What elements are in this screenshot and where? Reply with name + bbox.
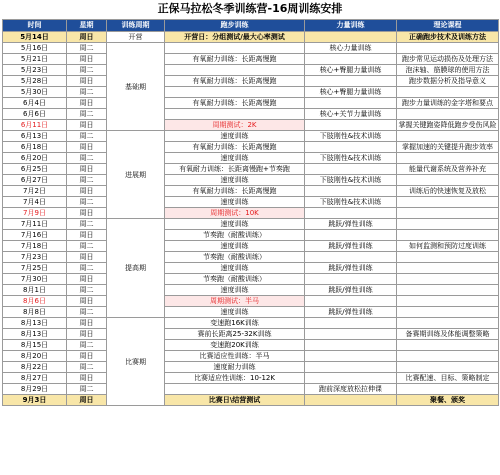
- theory-cell: 能量代谢系统及营养补充: [397, 164, 499, 175]
- weekday-cell: 周二: [67, 87, 107, 98]
- running-cell: 速度训练: [165, 241, 305, 252]
- date-cell: 7月4日: [3, 197, 67, 208]
- theory-cell: [397, 340, 499, 351]
- weekday-cell: 周日: [67, 186, 107, 197]
- theory-cell: [397, 230, 499, 241]
- weekday-cell: 周二: [67, 131, 107, 142]
- theory-cell: [397, 318, 499, 329]
- date-cell: 6月13日: [3, 131, 67, 142]
- theory-cell: 跑步常见运动损伤及处理方法: [397, 54, 499, 65]
- header-weekday: 星期: [67, 20, 107, 32]
- header-theory: 理论课程: [397, 20, 499, 32]
- date-cell: 7月30日: [3, 274, 67, 285]
- theory-cell: [397, 252, 499, 263]
- running-cell: 速度耐力训练: [165, 362, 305, 373]
- running-cell: 有氧耐力训练：长距离慢跑: [165, 186, 305, 197]
- date-cell: 8月13日: [3, 318, 67, 329]
- table-row: [3, 318, 499, 329]
- strength-cell: 核心+关节力量训练: [305, 109, 397, 120]
- strength-cell: 跑前深度放松拉伸课: [305, 384, 397, 395]
- table-row: [3, 186, 499, 197]
- strength-cell: [305, 54, 397, 65]
- theory-cell: 聚餐、颁奖: [397, 395, 499, 406]
- strength-cell: 核心+臀腿力量训练: [305, 65, 397, 76]
- date-cell: 7月11日: [3, 219, 67, 230]
- date-cell: 8月20日: [3, 351, 67, 362]
- theory-cell: 跑步力量训练的金字塔和要点: [397, 98, 499, 109]
- weekday-cell: 周二: [67, 175, 107, 186]
- date-cell: 7月16日: [3, 230, 67, 241]
- weekday-cell: 周日: [67, 142, 107, 153]
- running-cell: [165, 65, 305, 76]
- table-row: [3, 384, 499, 395]
- weekday-cell: 周二: [67, 263, 107, 274]
- running-cell: 赛前长距离25-32K训练: [165, 329, 305, 340]
- theory-cell: 掌握加速的关键提升跑步效率: [397, 142, 499, 153]
- weekday-cell: 周二: [67, 307, 107, 318]
- date-cell: 8月8日: [3, 307, 67, 318]
- strength-cell: [305, 395, 397, 406]
- weekday-cell: 周日: [67, 98, 107, 109]
- running-cell: [165, 109, 305, 120]
- theory-cell: 训练后的快速恢复及放松: [397, 186, 499, 197]
- theory-cell: [397, 285, 499, 296]
- weekday-cell: 周二: [67, 43, 107, 54]
- theory-cell: [397, 197, 499, 208]
- theory-cell: [397, 153, 499, 164]
- date-cell: 5月23日: [3, 65, 67, 76]
- weekday-cell: 周日: [67, 351, 107, 362]
- header-row: [3, 20, 499, 32]
- weekday-cell: 周日: [67, 76, 107, 87]
- date-cell: 6月18日: [3, 142, 67, 153]
- weekday-cell: 周日: [67, 373, 107, 384]
- strength-cell: [305, 98, 397, 109]
- theory-cell: [397, 131, 499, 142]
- running-cell: 开营日：分组测试/最大心率测试: [165, 32, 305, 43]
- table-row: [3, 351, 499, 362]
- running-cell: 速度训练: [165, 131, 305, 142]
- running-cell: 变速跑16K训练: [165, 318, 305, 329]
- strength-cell: 跳跃/弹性训练: [305, 263, 397, 274]
- strength-cell: 下肢刚性&技术训练: [305, 197, 397, 208]
- weekday-cell: 周日: [67, 329, 107, 340]
- table-row: [3, 131, 499, 142]
- running-cell: 速度训练: [165, 307, 305, 318]
- weekday-cell: 周二: [67, 219, 107, 230]
- table-row: [3, 230, 499, 241]
- date-cell: 6月20日: [3, 153, 67, 164]
- theory-cell: [397, 307, 499, 318]
- theory-cell: 跑步数据分析及指导意义: [397, 76, 499, 87]
- strength-cell: [305, 186, 397, 197]
- strength-cell: 跳跃/弹性训练: [305, 219, 397, 230]
- table-row: [3, 274, 499, 285]
- date-cell: 6月6日: [3, 109, 67, 120]
- running-cell: 速度训练: [165, 219, 305, 230]
- running-cell: 有氧耐力训练：长距离慢跑: [165, 76, 305, 87]
- date-cell: 7月25日: [3, 263, 67, 274]
- weekday-cell: 周日: [67, 274, 107, 285]
- weekday-cell: 周日: [67, 54, 107, 65]
- table-row: [3, 54, 499, 65]
- table-row: [3, 32, 499, 43]
- sheet-title: 正保马拉松冬季训练营-16周训练安排: [157, 2, 343, 15]
- running-cell: 节奏跑（耐酸训练）: [165, 230, 305, 241]
- running-cell: 速度训练: [165, 263, 305, 274]
- weekday-cell: 周二: [67, 241, 107, 252]
- weekday-cell: 周二: [67, 197, 107, 208]
- table-row: [3, 65, 499, 76]
- date-cell: 5月21日: [3, 54, 67, 65]
- strength-cell: 核心+臀腿力量训练: [305, 87, 397, 98]
- strength-cell: [305, 76, 397, 87]
- table-row: [3, 307, 499, 318]
- theory-cell: [397, 219, 499, 230]
- strength-cell: [305, 318, 397, 329]
- header-date: 时间: [3, 20, 67, 32]
- table-row: [3, 285, 499, 296]
- date-cell: 5月30日: [3, 87, 67, 98]
- table-row: [3, 98, 499, 109]
- theory-cell: [397, 43, 499, 54]
- schedule-table: [2, 19, 499, 406]
- strength-cell: [305, 164, 397, 175]
- strength-cell: [305, 351, 397, 362]
- training-schedule-sheet: [2, 0, 498, 406]
- strength-cell: [305, 296, 397, 307]
- strength-cell: [305, 208, 397, 219]
- header-running: 跑步训练: [165, 20, 305, 32]
- running-cell: 速度训练: [165, 197, 305, 208]
- date-cell: 8月22日: [3, 362, 67, 373]
- theory-cell: [397, 296, 499, 307]
- running-cell: 比赛适应性训练：10-12K: [165, 373, 305, 384]
- phase-cell: 基础期: [107, 43, 165, 131]
- weekday-cell: 周二: [67, 153, 107, 164]
- weekday-cell: 周日: [67, 252, 107, 263]
- table-row: [3, 76, 499, 87]
- strength-cell: [305, 252, 397, 263]
- strength-cell: [305, 340, 397, 351]
- phase-cell: 提高期: [107, 219, 165, 318]
- running-cell: 比赛日\结营测试: [165, 395, 305, 406]
- table-row: [3, 43, 499, 54]
- date-cell: 8月27日: [3, 373, 67, 384]
- weekday-cell: 周日: [67, 230, 107, 241]
- table-row: [3, 175, 499, 186]
- running-cell: 节奏跑（耐酸训练）: [165, 274, 305, 285]
- table-row: [3, 142, 499, 153]
- date-cell: 7月18日: [3, 241, 67, 252]
- table-row: [3, 164, 499, 175]
- table-row: [3, 219, 499, 230]
- strength-cell: 核心力量训练: [305, 43, 397, 54]
- weekday-cell: 周日: [67, 395, 107, 406]
- theory-cell: [397, 274, 499, 285]
- strength-cell: [305, 142, 397, 153]
- theory-cell: [397, 87, 499, 98]
- date-cell: 5月14日: [3, 32, 67, 43]
- date-cell: 8月6日: [3, 296, 67, 307]
- table-row: [3, 395, 499, 406]
- strength-cell: 跳跃/弹性训练: [305, 285, 397, 296]
- theory-cell: [397, 362, 499, 373]
- running-cell: 比赛适应性训练：半马: [165, 351, 305, 362]
- table-row: [3, 296, 499, 307]
- running-cell: 有氧耐力训练：长距离慢跑+节奏跑: [165, 164, 305, 175]
- date-cell: 8月15日: [3, 340, 67, 351]
- theory-cell: [397, 208, 499, 219]
- theory-cell: [397, 384, 499, 395]
- phase-cell: 进展期: [107, 131, 165, 219]
- date-cell: 7月2日: [3, 186, 67, 197]
- table-row: [3, 340, 499, 351]
- table-row: [3, 109, 499, 120]
- date-cell: 9月3日: [3, 395, 67, 406]
- theory-cell: 正确跑步技术及训练方法: [397, 32, 499, 43]
- strength-cell: 下肢刚性&技术训练: [305, 175, 397, 186]
- date-cell: 8月29日: [3, 384, 67, 395]
- date-cell: 6月4日: [3, 98, 67, 109]
- strength-cell: [305, 329, 397, 340]
- date-cell: 6月27日: [3, 175, 67, 186]
- weekday-cell: 周日: [67, 208, 107, 219]
- table-row: [3, 329, 499, 340]
- theory-cell: [397, 351, 499, 362]
- date-cell: 6月25日: [3, 164, 67, 175]
- table-row: [3, 263, 499, 274]
- table-row: [3, 87, 499, 98]
- table-row: [3, 241, 499, 252]
- header-phase: 训练周期: [107, 20, 165, 32]
- strength-cell: 下肢刚性&技术训练: [305, 153, 397, 164]
- running-cell: 周期测试：10K: [165, 208, 305, 219]
- strength-cell: [305, 32, 397, 43]
- strength-cell: [305, 373, 397, 384]
- strength-cell: 跳跃/弹性训练: [305, 307, 397, 318]
- date-cell: 8月1日: [3, 285, 67, 296]
- phase-cell: 比赛期: [107, 318, 165, 406]
- running-cell: [165, 384, 305, 395]
- weekday-cell: 周日: [67, 164, 107, 175]
- table-row: [3, 362, 499, 373]
- date-cell: 7月9日: [3, 208, 67, 219]
- running-cell: 变速跑20K训练: [165, 340, 305, 351]
- date-cell: 5月16日: [3, 43, 67, 54]
- weekday-cell: 周日: [67, 318, 107, 329]
- running-cell: [165, 87, 305, 98]
- theory-cell: [397, 175, 499, 186]
- running-cell: 速度训练: [165, 175, 305, 186]
- running-cell: 有氧耐力训练：长距离慢跑: [165, 54, 305, 65]
- theory-cell: 掌握关键跑姿降低跑步受伤风险: [398, 121, 497, 129]
- weekday-cell: 周二: [67, 285, 107, 296]
- weekday-cell: 周二: [67, 65, 107, 76]
- running-cell: 节奏跑（耐酸训练）: [165, 252, 305, 263]
- weekday-cell: 周二: [67, 109, 107, 120]
- table-row: [3, 153, 499, 164]
- strength-cell: 跳跃/弹性训练: [305, 241, 397, 252]
- header-strength: 力量训练: [305, 20, 397, 32]
- running-cell: 有氧耐力训练：长距离慢跑: [165, 142, 305, 153]
- table-row: [3, 197, 499, 208]
- phase-cell: 开营: [107, 32, 165, 43]
- strength-cell: [305, 120, 397, 131]
- date-cell: 5月28日: [3, 76, 67, 87]
- theory-cell: 备赛期训练及体能调整策略: [397, 329, 499, 340]
- table-row: [3, 120, 499, 131]
- date-cell: 8月13日: [3, 329, 67, 340]
- theory-cell: [397, 109, 499, 120]
- table-row: [3, 208, 499, 219]
- strength-cell: 下肢刚性&技术训练: [305, 131, 397, 142]
- weekday-cell: 周日: [67, 296, 107, 307]
- schedule-body: [3, 32, 499, 406]
- strength-cell: [305, 230, 397, 241]
- weekday-cell: 周日: [67, 32, 107, 43]
- table-row: [3, 252, 499, 263]
- theory-cell: 比赛配速、目标、策略制定: [397, 373, 499, 384]
- theory-cell: 泡沫轴、筋膜球的使用方法: [397, 65, 499, 76]
- date-cell: 7月23日: [3, 252, 67, 263]
- running-cell: 速度训练: [165, 285, 305, 296]
- table-row: [3, 373, 499, 384]
- theory-cell: 如何监测和预防过度训练: [397, 241, 499, 252]
- running-cell: 周期测试：2K: [165, 120, 305, 131]
- running-cell: 周期测试：半马: [165, 296, 305, 307]
- strength-cell: [305, 274, 397, 285]
- date-cell: 6月11日: [3, 120, 67, 131]
- strength-cell: [305, 362, 397, 373]
- theory-cell: [397, 263, 499, 274]
- weekday-cell: 周日: [67, 120, 107, 131]
- running-cell: 速度训练: [165, 153, 305, 164]
- running-cell: 有氧耐力训练：长距离慢跑: [165, 98, 305, 109]
- weekday-cell: 周二: [67, 340, 107, 351]
- weekday-cell: 周二: [67, 362, 107, 373]
- weekday-cell: 周二: [67, 384, 107, 395]
- running-cell: [165, 43, 305, 54]
